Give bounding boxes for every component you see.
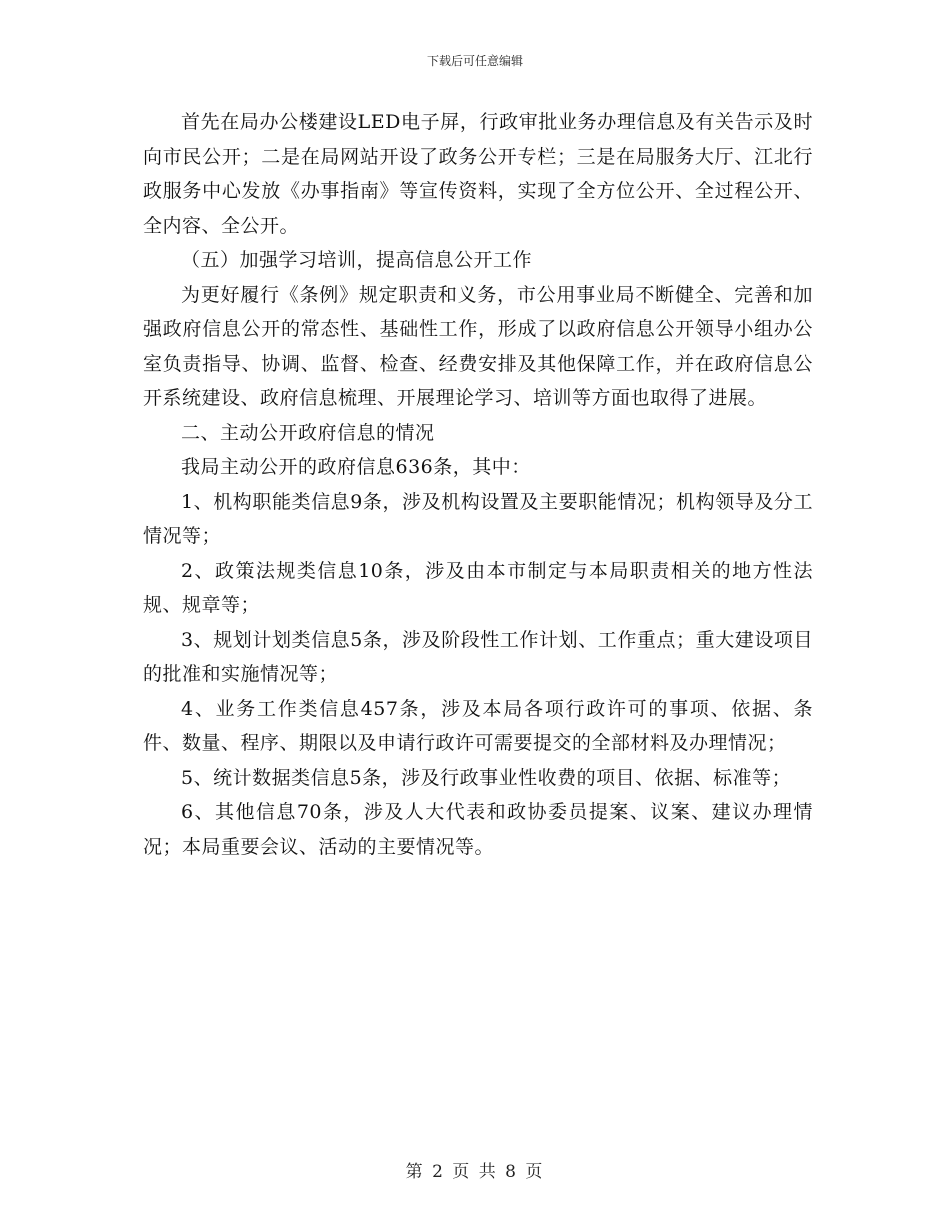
section-heading-training: （五）加强学习培训，提高信息公开工作: [181, 249, 533, 271]
paragraph-total-info: 我局主动公开的政府信息636条，其中：: [181, 456, 531, 478]
page-footer: 第 2 页 共 8 页: [405, 1162, 545, 1182]
page-header: 下载后可任意编辑: [426, 54, 523, 68]
document-body: [143, 105, 813, 864]
list-item-policy: 2、政策法规类信息10条，涉及由本市制定与本局职责相关的地方性法规、规章等；: [143, 559, 813, 616]
list-item-other: 6、其他信息70条，涉及人大代表和政协委员提案、议案、建议办理情况；本局重要会议、活动的主要情况等。: [143, 801, 813, 858]
list-item-business: 4、业务工作类信息457条，涉及本局各项行政许可的事项、依据、条件、数量、程序、期限以及申请行政许可需要提交的全部材料及办理情况；: [143, 697, 813, 754]
paragraph-publicity-channels: 首先在局办公楼建设LED电子屏，行政审批业务办理信息及有关告示及时向市民公开；二是在局网站开设了政务公开专栏；三是在局服务大厅、江北行政服务中心发放《办事指南》等宣传资料，实现了全方位公开、全过程公开、全内容、全公开。: [143, 111, 813, 237]
paragraph-training: 为更好履行《条例》规定职责和义务，市公用事业局不断健全、完善和加强政府信息公开的常态性、基础性工作，形成了以政府信息公开领导小组办公室负责指导、协调、监督、检查、经费安排及其他保障工作，并在政府信息公开系统建设、政府信息梳理、开展理论学习、培训等方面也取得了进展。: [143, 283, 813, 409]
list-item-planning: 3、规划计划类信息5条，涉及阶段性工作计划、工作重点；重大建设项目的批准和实施情况等；: [143, 628, 813, 685]
list-item-institutional: 1、机构职能类信息9条，涉及机构设置及主要职能情况；机构领导及分工情况等；: [143, 490, 813, 547]
section-heading-active-disclosure: 二、主动公开政府信息的情况: [181, 421, 435, 444]
list-item-statistics: 5、统计数据类信息5条，涉及行政事业性收费的项目、依据、标准等；: [181, 766, 792, 789]
